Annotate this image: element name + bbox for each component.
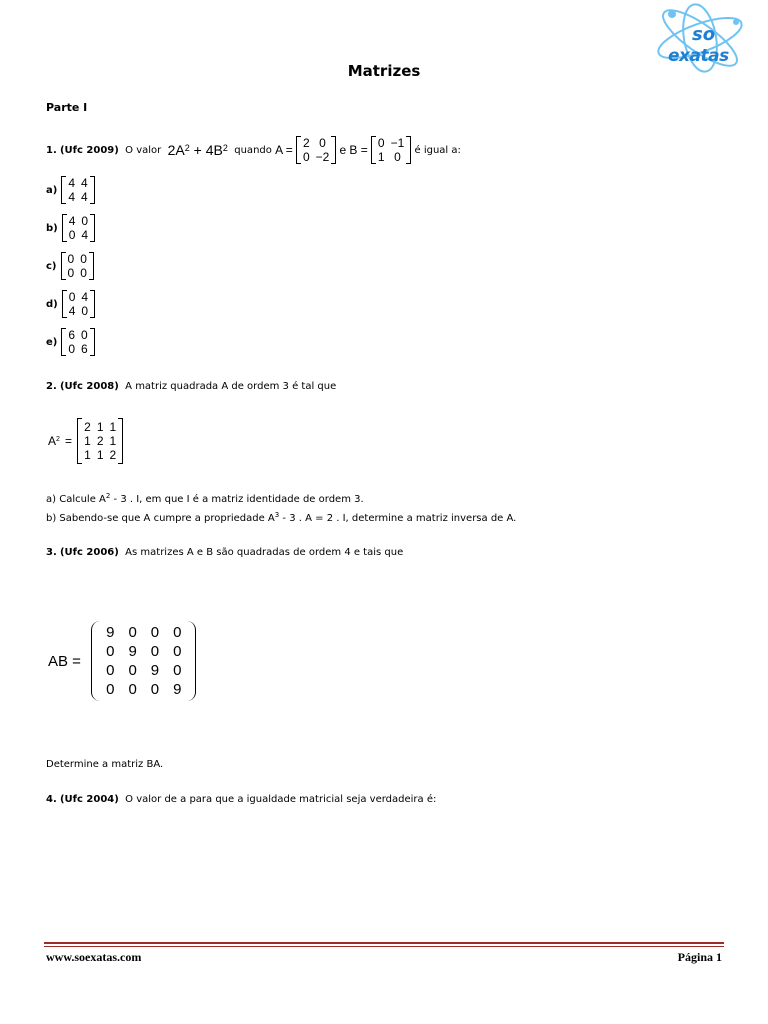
matrix-cell: 9 [128, 643, 137, 660]
matrix-cell: 6 [68, 328, 76, 342]
matrix-cell: 4 [68, 304, 76, 318]
matrix-cell: 2 [109, 448, 117, 462]
matrix-cell: 1 [377, 150, 385, 164]
matrix-cell: 0 [106, 643, 115, 660]
question-number: 3. [46, 547, 57, 558]
question-source: (Ufc 2009) [59, 144, 119, 156]
matrix-cell: 0 [67, 252, 75, 266]
matrix-cell: 0 [302, 150, 310, 164]
footer-divider-thin [44, 946, 724, 947]
matrix-cell: 0 [67, 266, 75, 280]
matrix-cell: 6 [81, 342, 88, 356]
question-tail: é igual a: [414, 144, 461, 156]
option-matrix [62, 290, 95, 318]
matrix-cell: 0 [150, 681, 160, 698]
matrix-cell: 0 [128, 662, 137, 679]
matrix-cell: 4 [68, 190, 76, 204]
matrix-cell: 4 [81, 176, 88, 190]
equals: = [65, 434, 73, 448]
matrix-AB [91, 621, 196, 701]
option-matrix [62, 214, 95, 242]
matrix-cell: 0 [128, 681, 137, 698]
matrix-cell: 0 [68, 228, 76, 242]
matrix-cell: 9 [106, 624, 115, 641]
answer-option [46, 174, 95, 206]
matrix-cell: 0 [106, 662, 115, 679]
matrix-cell: 4 [68, 214, 76, 228]
question-text: O valor de a para que a igualdade matricial seja verdadeira é: [125, 794, 437, 805]
question-number: 2. [46, 381, 57, 392]
question-4 [46, 794, 436, 805]
b-equals: B = [349, 143, 368, 157]
question-source: (Ufc 2006) [59, 547, 119, 558]
question-2 [46, 381, 336, 392]
matrix-cell: 0 [81, 214, 89, 228]
question-number: 4. [46, 794, 57, 805]
matrix-cell: 4 [81, 290, 89, 304]
option-label: a) [46, 184, 58, 196]
matrix-cell: −2 [315, 150, 330, 164]
word-e: e [339, 143, 347, 157]
q2-equation [48, 414, 123, 468]
matrix-cell: 0 [377, 136, 385, 150]
matrix-cell: 1 [109, 434, 117, 448]
expression: $2A^2 + 4B^2$ [167, 142, 228, 158]
matrix-cell: 0 [80, 252, 87, 266]
matrix-cell: 0 [394, 150, 401, 164]
matrix-cell: 4 [81, 190, 88, 204]
matrix-cell: 0 [81, 304, 89, 318]
matrix-cell: 9 [173, 681, 182, 698]
matrix-cell: 1 [84, 434, 91, 448]
q2-part-b: b) Sabendo-se que A cumpre a propriedade $A^3 - 3$ . A = 2 . I, determine a matriz inversa de A. [46, 511, 517, 524]
q3-ask: Determine a matriz BA. [46, 759, 164, 770]
answer-option [46, 326, 95, 358]
matrix-cell: 0 [106, 681, 115, 698]
matrix-cell: 0 [81, 328, 88, 342]
option-matrix [61, 328, 94, 356]
option-matrix [61, 176, 94, 204]
matrix-cell: 0 [128, 624, 137, 641]
option-matrix [61, 252, 94, 280]
matrix-cell: 0 [150, 643, 160, 660]
word-quando: quando [234, 144, 272, 156]
answer-option [46, 250, 94, 282]
matrix-cell: 1 [84, 448, 91, 462]
lhs: AB = [48, 652, 81, 670]
matrix-cell: 0 [150, 624, 160, 641]
matrix-cell: 0 [319, 136, 326, 150]
matrix-cell: 0 [173, 662, 182, 679]
footer-page-number: Página 1 [677, 950, 722, 964]
matrix-cell: 2 [96, 434, 104, 448]
matrix-cell: 2 [84, 420, 91, 434]
question-1 [46, 133, 461, 167]
page-title: Matrizes [347, 62, 421, 80]
matrix-cell: 2 [302, 136, 310, 150]
matrix-cell: 9 [150, 662, 160, 679]
section-heading: Parte I [46, 101, 88, 114]
matrix-A [296, 136, 336, 164]
logo-text-so: so [692, 24, 716, 45]
logo-text-exatas: exatas [668, 46, 729, 66]
matrix-cell: 0 [68, 290, 76, 304]
q3-equation [48, 620, 196, 702]
matrix-cell: 1 [96, 448, 104, 462]
answer-option [46, 212, 95, 244]
matrix-cell: 0 [80, 266, 87, 280]
matrix-cell: 0 [173, 624, 182, 641]
footer-site-link[interactable]: www.soexatas.com [46, 950, 142, 964]
matrix-cell: 4 [81, 228, 89, 242]
matrix-cell: 1 [96, 420, 104, 434]
a-equals: A = [275, 143, 293, 157]
question-text: A matriz quadrada A de ordem 3 é tal que [125, 381, 337, 392]
question-number: 1. [46, 144, 57, 156]
option-label: c) [46, 260, 57, 272]
question-lead: O valor [125, 144, 162, 156]
question-source: (Ufc 2008) [59, 381, 119, 392]
option-label: d) [46, 298, 58, 310]
question-source: (Ufc 2004) [59, 794, 119, 805]
matrix-A-squared [77, 418, 123, 464]
option-label: b) [46, 222, 58, 234]
option-label: e) [46, 336, 58, 348]
matrix-B [371, 136, 411, 164]
question-text: As matrizes A e B são quadradas de ordem 4 e tais que [125, 547, 404, 558]
footer-divider [44, 942, 724, 944]
answer-option [46, 288, 95, 320]
question-3 [46, 547, 403, 558]
matrix-cell: 1 [109, 420, 117, 434]
q2-part-a: a) Calcule $A^2 - 3$ . I, em que I é a matriz identidade de ordem 3. [46, 492, 364, 505]
lhs: $A^2$ [48, 434, 60, 448]
matrix-cell: 0 [173, 643, 182, 660]
matrix-cell: −1 [390, 136, 405, 150]
matrix-cell: 0 [68, 342, 76, 356]
matrix-cell: 4 [68, 176, 76, 190]
